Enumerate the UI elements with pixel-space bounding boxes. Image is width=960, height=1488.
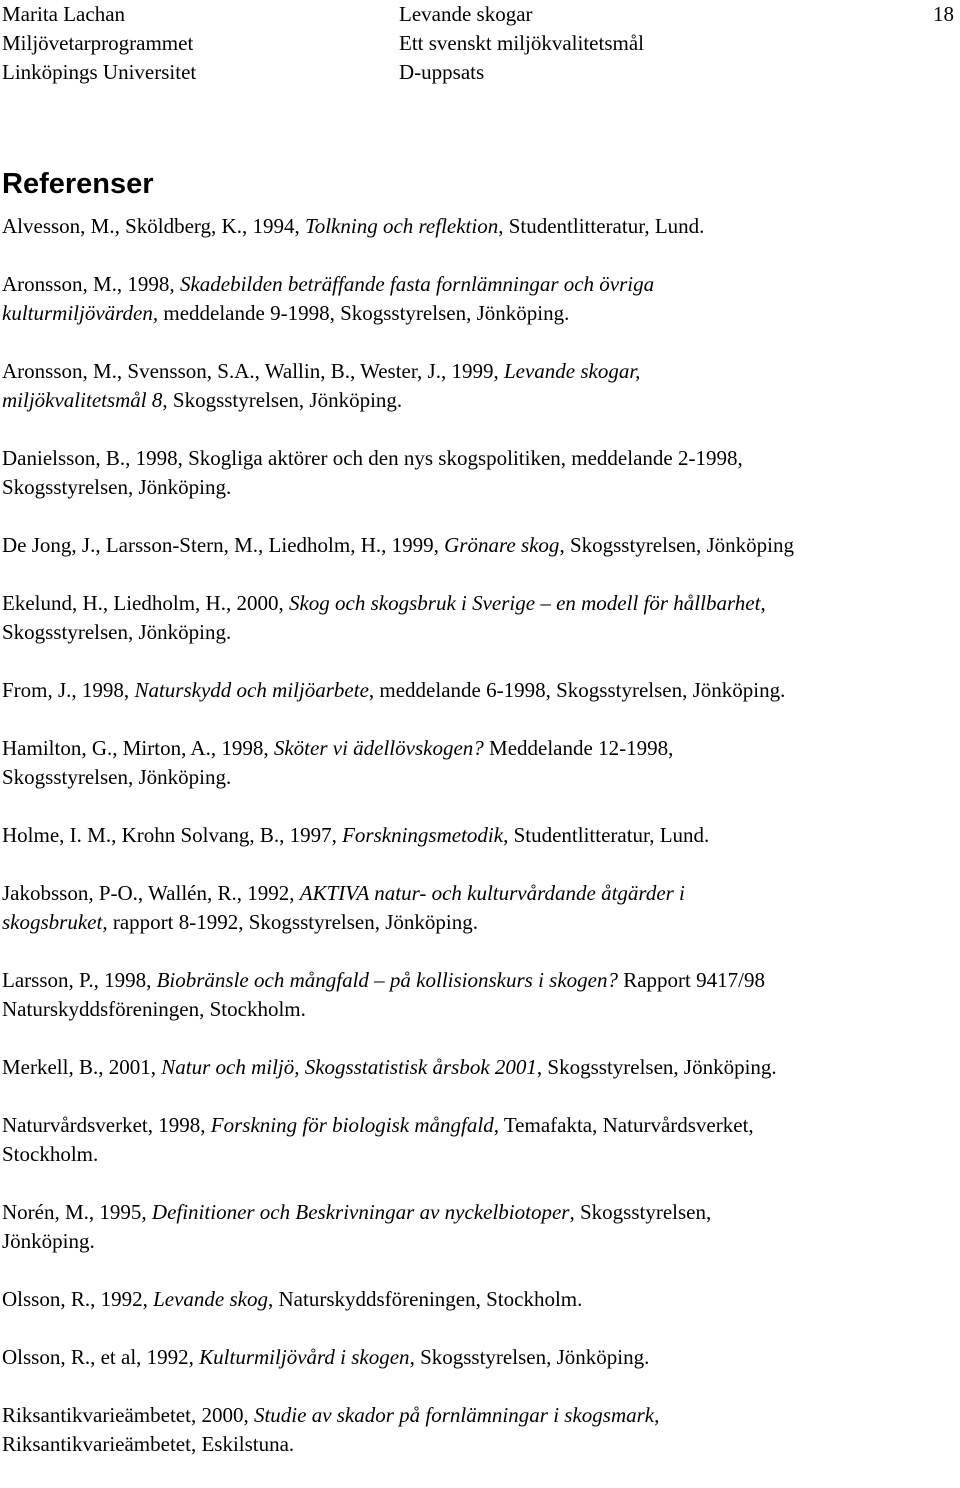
reference-text: Meddelande 12-1998,	[483, 736, 674, 760]
reference-text: Olsson, R., 1992,	[2, 1287, 154, 1311]
reference-entry	[2, 1111, 954, 1169]
reference-entry	[2, 1343, 954, 1372]
reference-title-text: miljökvalitetsmål 8	[2, 388, 163, 412]
reference-text: , Temafakta, Naturvårdsverket,	[493, 1113, 754, 1137]
reference-line	[2, 763, 954, 792]
reference-entry	[2, 357, 954, 415]
reference-title-text: Skadebilden beträffande fasta fornlämningar och övriga	[179, 272, 655, 296]
reference-text: Aronsson, M., Svensson, S.A., Wallin, B., Wester, J., 1999,	[2, 359, 504, 383]
reference-title-text: Levande skogar,	[503, 359, 641, 383]
reference-title-text: Natur och miljö, Skogsstatistisk årsbok 2001	[161, 1055, 537, 1079]
reference-entry	[2, 879, 954, 937]
reference-text: Danielsson, B., 1998, Skogliga aktörer och den nys skogspolitiken, meddelande 2-1998,	[2, 446, 743, 470]
reference-line	[2, 357, 954, 386]
header-author: Marita Lachan	[2, 2, 126, 26]
reference-text: , Skogsstyrelsen, Jönköping.	[162, 388, 403, 412]
reference-entry	[2, 212, 954, 241]
page-number: 18	[933, 2, 954, 26]
reference-text: Ekelund, H., Liedholm, H., 2000,	[2, 591, 289, 615]
reference-entry	[2, 589, 954, 647]
reference-text: , Skogsstyrelsen, Jönköping	[559, 533, 794, 557]
reference-text: De Jong, J., Larsson-Stern, M., Liedholm, H., 1999,	[2, 533, 445, 557]
reference-text: , Skogsstyrelsen, Jönköping.	[536, 1055, 777, 1079]
reference-title-text: kulturmiljövärden,	[2, 301, 159, 325]
reference-text: From, J., 1998,	[2, 678, 135, 702]
reference-line	[2, 1053, 954, 1082]
reference-title-text: Naturskydd och miljöarbete	[134, 678, 369, 702]
reference-line	[2, 1343, 954, 1372]
reference-line	[2, 618, 954, 647]
reference-title-text: skogsbruket,	[2, 910, 108, 934]
reference-text: meddelande 9-1998, Skogsstyrelsen, Jönköping.	[158, 301, 570, 325]
reference-text: Alvesson, M., Sköldberg, K., 1994,	[2, 214, 305, 238]
reference-line	[2, 1111, 954, 1140]
reference-entry	[2, 676, 954, 705]
reference-entry	[2, 821, 954, 850]
header-thesis-block	[399, 0, 644, 87]
reference-line	[2, 1227, 954, 1256]
reference-text: , meddelande 6-1998, Skogsstyrelsen, Jönköping.	[368, 678, 786, 702]
reference-line	[2, 966, 954, 995]
reference-line	[2, 1430, 954, 1459]
header-thesis-type: D-uppsats	[399, 60, 485, 84]
reference-text: Skogsstyrelsen, Jönköping.	[2, 765, 232, 789]
reference-entry	[2, 966, 954, 1024]
reference-line	[2, 821, 954, 850]
header-author-block	[2, 0, 196, 87]
reference-text: ,	[760, 591, 766, 615]
reference-line	[2, 1401, 954, 1430]
reference-entry	[2, 734, 954, 792]
reference-line	[2, 676, 954, 705]
reference-text: ,	[654, 1403, 660, 1427]
reference-text: rapport 8-1992, Skogsstyrelsen, Jönköping.	[107, 910, 478, 934]
reference-line	[2, 270, 954, 299]
reference-text: Merkell, B., 2001,	[2, 1055, 162, 1079]
reference-text: Rapport 9417/98	[617, 968, 765, 992]
reference-text: Norén, M., 1995,	[2, 1200, 152, 1224]
reference-title-text: Skog och skogsbruk i Sverige – en modell för hållbarhet	[288, 591, 761, 615]
reference-line	[2, 1285, 954, 1314]
reference-line	[2, 386, 954, 415]
header-thesis-subtitle: Ett svenskt miljökvalitetsmål	[399, 31, 644, 55]
reference-title-text: Forskningsmetodik	[342, 823, 504, 847]
reference-entry	[2, 1285, 954, 1314]
header-thesis-title: Levande skogar	[399, 2, 533, 26]
reference-line	[2, 1198, 954, 1227]
reference-text: Naturskyddsföreningen, Stockholm.	[2, 997, 306, 1021]
reference-entry	[2, 1198, 954, 1256]
reference-line	[2, 473, 954, 502]
reference-text: Stockholm.	[2, 1142, 99, 1166]
reference-title-text: Sköter vi ädellövskogen?	[273, 736, 484, 760]
reference-entry	[2, 270, 954, 328]
reference-line	[2, 212, 954, 241]
reference-text: , Skogsstyrelsen, Jönköping.	[409, 1345, 650, 1369]
reference-line	[2, 734, 954, 763]
reference-title-text: Studie av skador på fornlämningar i skogsmark	[253, 1403, 655, 1427]
reference-text: , Studentlitteratur, Lund.	[498, 214, 705, 238]
reference-line	[2, 879, 954, 908]
reference-entry	[2, 444, 954, 502]
section-title: Referenser	[2, 168, 154, 200]
reference-line	[2, 299, 954, 328]
reference-line	[2, 444, 954, 473]
reference-line	[2, 589, 954, 618]
reference-text: Holme, I. M., Krohn Solvang, B., 1997,	[2, 823, 343, 847]
reference-title-text: Forskning för biologisk mångfald	[210, 1113, 494, 1137]
reference-list	[2, 212, 954, 1488]
reference-text: Aronsson, M., 1998,	[2, 272, 180, 296]
reference-line	[2, 908, 954, 937]
reference-title-text: Grönare skog	[444, 533, 560, 557]
reference-title-text: Kulturmiljövård i skogen	[199, 1345, 410, 1369]
reference-entry	[2, 1053, 954, 1082]
reference-line	[2, 531, 954, 560]
reference-text: Riksantikvarieämbetet, 2000,	[2, 1403, 254, 1427]
header-program: Miljövetarprogrammet	[2, 31, 194, 55]
reference-title-text: Definitioner och Beskrivningar av nyckelbiotoper	[151, 1200, 570, 1224]
reference-text: Skogsstyrelsen, Jönköping.	[2, 475, 232, 499]
reference-text: Naturvårdsverket, 1998,	[2, 1113, 211, 1137]
reference-text: Skogsstyrelsen, Jönköping.	[2, 620, 232, 644]
reference-text: Larsson, P., 1998,	[2, 968, 157, 992]
reference-title-text: Tolkning och reflektion	[304, 214, 499, 238]
reference-entry	[2, 531, 954, 560]
reference-line	[2, 1140, 954, 1169]
reference-entry	[2, 1401, 954, 1459]
reference-text: Jönköping.	[2, 1229, 95, 1253]
reference-text: , Skogsstyrelsen,	[569, 1200, 712, 1224]
reference-title-text: AKTIVA natur- och kulturvårdande åtgärder i	[299, 881, 685, 905]
header-university: Linköpings Universitet	[2, 60, 197, 84]
reference-title-text: Levande skog	[153, 1287, 268, 1311]
reference-line	[2, 995, 954, 1024]
reference-title-text: Biobränsle och mångfald – på kollisionskurs i skogen?	[156, 968, 618, 992]
reference-text: Olsson, R., et al, 1992,	[2, 1345, 200, 1369]
reference-text: Riksantikvarieämbetet, Eskilstuna.	[2, 1432, 295, 1456]
page-header	[0, 0, 960, 90]
reference-text: , Studentlitteratur, Lund.	[503, 823, 710, 847]
reference-text: , Naturskyddsföreningen, Stockholm.	[268, 1287, 583, 1311]
reference-text: Hamilton, G., Mirton, A., 1998,	[2, 736, 274, 760]
reference-text: Jakobsson, P-O., Wallén, R., 1992,	[2, 881, 300, 905]
